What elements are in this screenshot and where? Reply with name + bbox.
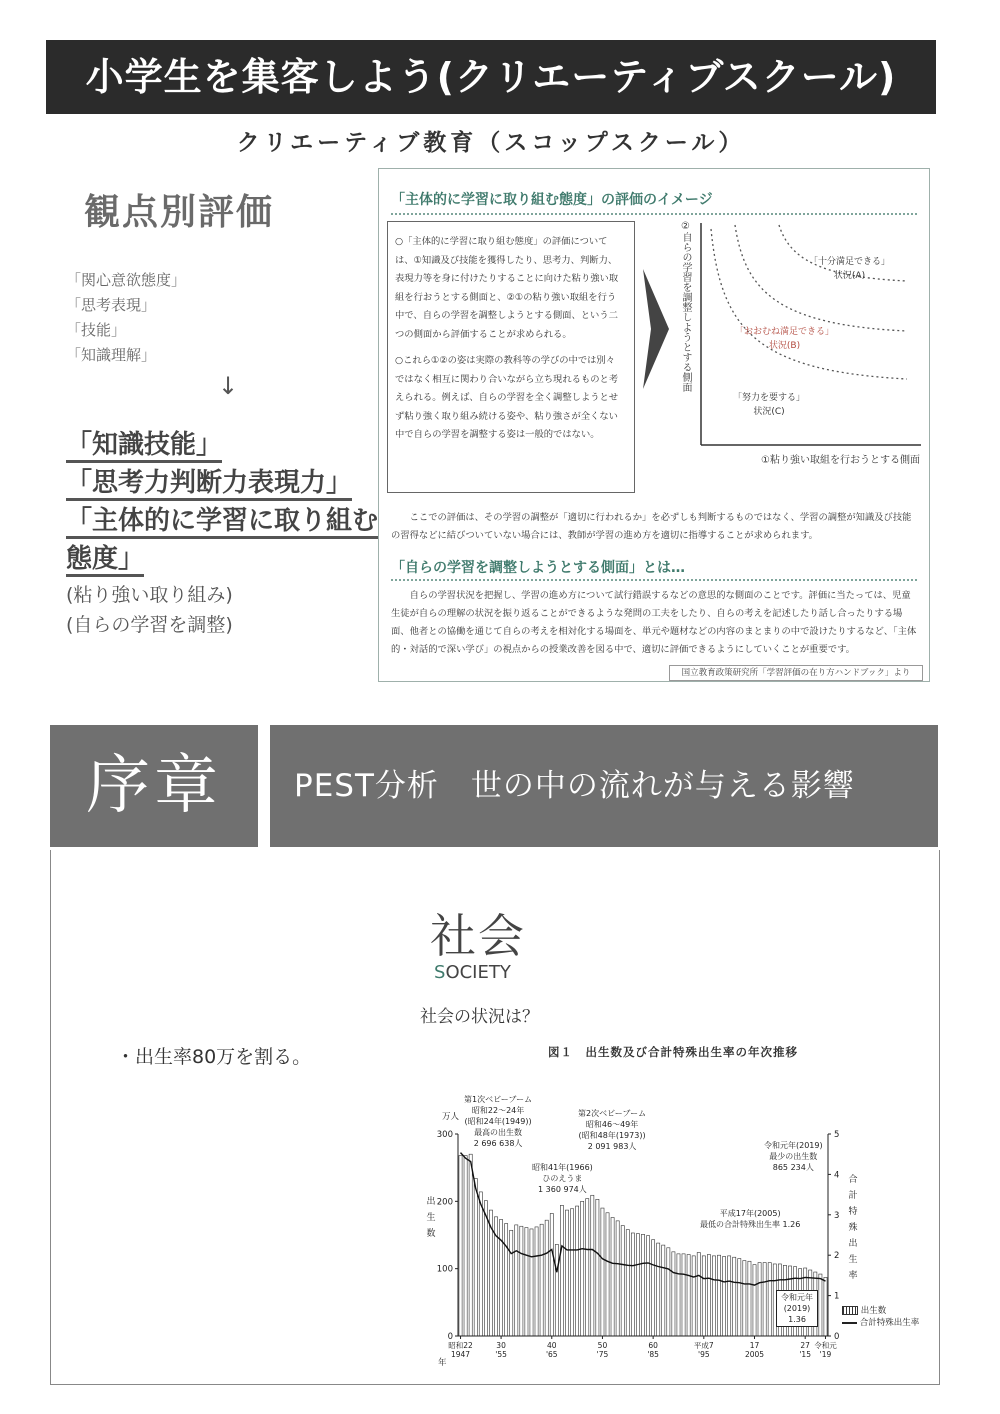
x-tick-label-era: 60 [648, 1341, 658, 1350]
bar-births [545, 1220, 548, 1336]
level-c-line: 「努力を要する」 [733, 393, 806, 403]
x-tick-label-era: 昭和22 [448, 1341, 473, 1350]
birth-chart [420, 1094, 920, 1374]
level-c-label [733, 391, 805, 419]
x-tick-label-year: '85 [647, 1350, 659, 1359]
bar-births [738, 1259, 741, 1336]
figure-paragraph: 自らの学習状況を把握し、学習の進め方について試行錯誤するなどの意思的な側面のことです。評価に当たっては、児童生徒が自らの理解の状況を振り返ることができるような発問の工夫をしたり、自らの考えを記述したり話し合ったりする場面、他者との協働を通じて自らの考えを相対化する場面を、単元や題材などの内容のまとまりの中で設けたりするなど、「主体的・対話的で深い学び」の視点からの授業改善を図る中で、適切に評価できるようにしていくことが重要です。 [391, 590, 917, 655]
bar-births [596, 1199, 599, 1336]
bar-births [535, 1227, 538, 1336]
bar-births [591, 1195, 594, 1336]
annotation-line: 2 696 638人 [473, 1139, 523, 1148]
annotation-line: 1.36 [788, 1315, 806, 1324]
x-tick-label-era: 27 [800, 1341, 810, 1350]
bar-births [692, 1256, 695, 1336]
note-item: (自らの学習を調整) [66, 614, 233, 636]
x-tick-label-era: 令和元 [814, 1341, 837, 1350]
x-tick-label-year: '65 [545, 1350, 558, 1359]
bar-births [606, 1213, 609, 1336]
legend-swatch-bar [842, 1306, 858, 1315]
bar-births [646, 1236, 649, 1336]
level-a-line: 「十分満足できる」 [809, 257, 891, 267]
bar-births [576, 1206, 579, 1336]
annotation-line: 第1次ベビーブーム [464, 1095, 533, 1104]
y-tick-label: 200 [436, 1197, 453, 1208]
annotation-baby-boom-2 [578, 1108, 646, 1152]
bullet-point: ・出生率80万を割る。 [116, 1046, 312, 1068]
bar-births [641, 1234, 644, 1336]
x-tick-label-era: 50 [597, 1341, 608, 1350]
level-c-line: 状況(C) [753, 407, 785, 417]
bar-births [702, 1256, 705, 1336]
title-underline [391, 213, 917, 215]
y2-axis-char: 特 [848, 1207, 858, 1217]
annotation-line: 1 360 974人 [538, 1185, 587, 1194]
bar-births [657, 1243, 660, 1336]
x-tick-label-era: 17 [749, 1341, 760, 1350]
bar-births [515, 1225, 518, 1336]
bar-births [621, 1226, 624, 1336]
annotation-baby-boom-1 [464, 1094, 532, 1149]
figure-title: 「主体的に学習に取り組む態度」の評価のイメージ [391, 192, 713, 208]
y-axis-char: 数 [426, 1229, 436, 1239]
new-evaluation-list [66, 426, 388, 578]
new-item [66, 426, 388, 464]
bar-births [672, 1252, 675, 1336]
bar-births [540, 1224, 543, 1336]
bar-births [525, 1228, 528, 1336]
annotation-line: 令和元年 [781, 1293, 813, 1302]
annotation-line: 865 234人 [772, 1163, 814, 1172]
annotation-line: 昭和41年(1966) [532, 1163, 593, 1172]
bar-births [728, 1256, 731, 1336]
legend-births [842, 1306, 886, 1317]
annotation-line: 最少の出生数 [769, 1152, 818, 1161]
y2-tick-label: 2 [834, 1251, 840, 1262]
bar-births [581, 1201, 584, 1336]
chart-title: 図１ 出生数及び合計特殊出生率の年次推移 [548, 1045, 798, 1059]
bar-births [753, 1265, 756, 1336]
figure-paragraph: ここでの評価は、その学習の調整が「適切に行われるか」を必ずしも判断するものではなく、学習の調整が知識及び技能の習得などに結びついていない場合には、教師が学習の進め方を適切に指導することが求められます。 [391, 512, 912, 541]
x-tick-label-year: 2005 [744, 1350, 765, 1359]
bar-births [763, 1263, 766, 1336]
y-axis-title [426, 1194, 436, 1242]
bar-births [682, 1254, 685, 1336]
annotation-line: (昭和48年(1973)) [578, 1131, 646, 1140]
y2-axis-char: 生 [848, 1255, 858, 1265]
bar-births [484, 1201, 487, 1336]
bar-births [667, 1248, 670, 1336]
legend-text: 合計特殊出生率 [859, 1318, 920, 1328]
society-question: 社会の状況は？ [420, 1007, 539, 1027]
bar-births [687, 1255, 690, 1336]
x-tick-label-era: 40 [546, 1341, 557, 1350]
annotation-line: 昭和22〜24年 [471, 1106, 525, 1115]
old-item: 「技能」 [66, 321, 127, 339]
y2-tick-label: 3 [834, 1210, 840, 1221]
bar-births [479, 1192, 482, 1336]
y2-tick-label: 1 [834, 1291, 840, 1302]
legend-swatch-line [842, 1322, 857, 1324]
bar-births [611, 1217, 614, 1336]
bar-births [520, 1226, 523, 1336]
level-b-label [735, 325, 834, 353]
bar-births [459, 1156, 462, 1336]
bar-births [712, 1256, 715, 1336]
bar-births [550, 1213, 553, 1336]
page-title: 小学生を集客しよう(クリエーティブスクール) [85, 55, 897, 99]
explanation-paragraph: ○「主体的に学習に取り組む態度」の評価については、①知識及び技能を獲得したり、思考力、判断力、表現力等を身に付けたりすることに向けた粘り強い取組を行おうとする側面と、②①の粘り強い取組を行う中で、自らの学習を調整しようとする側面、という二つの側面から評価することが求められる。 [395, 236, 619, 340]
evaluation-heading: 観点別評価 [84, 192, 275, 233]
old-evaluation-list [66, 268, 186, 368]
bar-births [768, 1263, 771, 1336]
bar-births [586, 1199, 589, 1336]
bar-births [505, 1224, 508, 1336]
y2-axis-char: 殊 [848, 1223, 858, 1233]
bar-births [748, 1261, 751, 1336]
y2-tick-label: 5 [834, 1130, 840, 1140]
y-tick-label: 100 [436, 1264, 453, 1275]
new-item [66, 464, 388, 502]
bar-births [469, 1154, 472, 1336]
bar-births [717, 1255, 720, 1336]
bar-births [743, 1261, 746, 1336]
new-item [66, 502, 388, 578]
annotation-min-births [764, 1140, 823, 1173]
bar-births [530, 1229, 533, 1336]
level-b-line: 「おおむね満足できる」 [735, 327, 835, 337]
bar-births [636, 1234, 639, 1336]
bar-births [707, 1255, 710, 1336]
bar-births [565, 1210, 568, 1336]
x-tick-label-year: '19 [819, 1350, 832, 1359]
old-item: 「知識理解」 [66, 346, 157, 364]
x-axis-label: ①粘り強い取組を行おうとする側面 [761, 455, 920, 466]
bar-births [474, 1178, 477, 1336]
page-title-banner [46, 40, 936, 114]
annotation-tfr-2019 [776, 1290, 818, 1327]
bar-births [652, 1240, 655, 1336]
y-tick-label: 300 [436, 1130, 453, 1140]
y2-axis-char: 計 [848, 1191, 858, 1201]
y-tick-label: 0 [447, 1332, 453, 1342]
y2-axis-char: 出 [848, 1239, 858, 1249]
legend-tfr [842, 1318, 919, 1329]
x-tick-label-year: '55 [495, 1350, 507, 1359]
y2-tick-label: 0 [834, 1332, 840, 1342]
new-item-text: 「知識技能」 [66, 430, 222, 463]
annotation-hinoeuma [532, 1162, 593, 1195]
annotation-line: ひのえうま [542, 1174, 583, 1183]
chapter-label: 序章 [50, 725, 258, 847]
note-item: (粘り強い取り組み) [66, 584, 233, 606]
page-subtitle: クリエーティブ教育（スコップスクール） [236, 130, 746, 156]
annotation-line: 最低の合計特殊出生率 1.26 [700, 1220, 801, 1229]
bar-births [733, 1257, 736, 1336]
level-a-line: 状況(A) [833, 271, 866, 281]
annotation-line: 令和元年(2019) [764, 1141, 823, 1150]
annotation-line: (昭和24年(1949)) [464, 1117, 532, 1126]
bar-births [723, 1257, 726, 1336]
annotation-line: 昭和46〜49年 [585, 1120, 639, 1129]
bar-births [677, 1254, 680, 1336]
bar-births [570, 1209, 573, 1336]
x-tick-label-year: '75 [596, 1350, 609, 1359]
annotation-line: 平成17年(2005) [719, 1209, 781, 1218]
y2-tick-label: 4 [834, 1170, 840, 1181]
y-axis-char: 生 [426, 1213, 436, 1223]
x-tick-label-year: 1947 [450, 1350, 471, 1359]
society-english [434, 962, 511, 983]
new-item-text: 「思考力判断力表現力」 [66, 468, 352, 501]
y-axis-label: ②自らの学習を調整しようとする側面 [680, 221, 691, 392]
old-item: 「関心意欲態度」 [66, 271, 187, 289]
figure-subheading: 「自らの学習を調整しようとする側面」とは… [391, 560, 685, 576]
y-axis-char: 出 [426, 1197, 436, 1207]
y2-axis-title [848, 1172, 858, 1284]
evaluation-image-figure [378, 168, 930, 682]
chevron-right-icon [641, 269, 671, 389]
bar-births [758, 1263, 761, 1336]
subheading-underline [391, 579, 917, 581]
explanation-paragraph: ○これら①②の姿は実際の教科等の学びの中では別々ではなく相互に関わり合いながら立ち現れるものと考えられる。例えば、自らの学習を全く調整しようとせず粘り強く取り組み続ける姿や、粘り強さが全くない中で自らの学習を調整する姿は一般的ではない。 [395, 355, 619, 440]
arrow-down-icon: ↓ [218, 372, 239, 400]
bar-births [560, 1205, 563, 1336]
society-english-initial: S [434, 962, 446, 983]
bar-births [819, 1274, 822, 1336]
year-suffix-label: 年 [438, 1358, 447, 1368]
bar-births [631, 1233, 634, 1336]
bar-births [464, 1156, 467, 1336]
figure-source: 国立教育政策研究所「学習評価の在り方ハンドブック」より [669, 665, 923, 681]
bar-births [824, 1277, 827, 1336]
annotation-line: (2019) [783, 1304, 811, 1313]
bar-births [601, 1208, 604, 1336]
society-heading: 社会 [430, 909, 526, 963]
left-unit-label: 万人 [442, 1112, 460, 1122]
explanation-text [395, 233, 623, 453]
new-item-text: 「主体的に学習に取り組む態度」 [66, 506, 378, 577]
annotation-line: 2 091 983人 [587, 1142, 637, 1151]
chapter-title: PEST分析 世の中の流れが与える影響 [270, 725, 938, 847]
legend-text: 出生数 [860, 1306, 887, 1316]
annotation-min-tfr [700, 1208, 800, 1230]
bar-births [662, 1245, 665, 1336]
x-tick-label-era: 30 [496, 1341, 506, 1350]
bar-births [697, 1253, 700, 1336]
bar-births [626, 1230, 629, 1336]
society-english-rest: OCIETY [445, 962, 511, 983]
y2-axis-char: 合 [848, 1175, 858, 1185]
level-b-line: 状況(B) [768, 341, 801, 351]
x-tick-label-year: '15 [799, 1350, 811, 1359]
x-tick-label-year: '95 [698, 1350, 710, 1359]
annotation-line: 第2次ベビーブーム [578, 1109, 647, 1118]
old-item: 「思考表現」 [66, 296, 157, 314]
bar-births [510, 1230, 513, 1336]
notes-list [66, 580, 233, 640]
y2-axis-char: 率 [848, 1271, 858, 1281]
level-a-label [809, 255, 890, 283]
annotation-line: 最高の出生数 [474, 1128, 523, 1137]
x-tick-label-era: 平成7 [693, 1341, 714, 1350]
bar-births [555, 1244, 558, 1336]
bar-births [616, 1221, 619, 1336]
bar-births [500, 1220, 503, 1336]
